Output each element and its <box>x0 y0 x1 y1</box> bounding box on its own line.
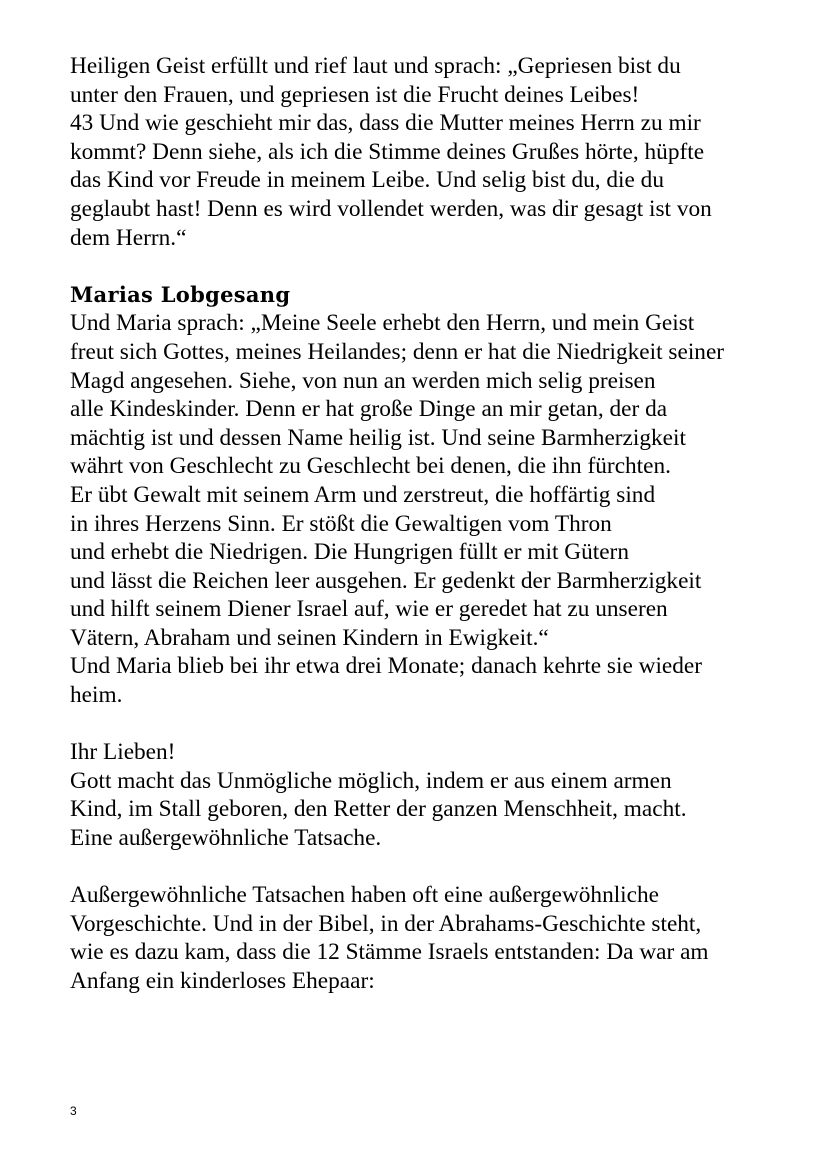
paragraph-prehistory <box>70 881 790 995</box>
text-line: heim. <box>70 682 123 709</box>
text-line: dem Herrn.“ <box>70 224 187 251</box>
paragraph-spacer <box>70 252 790 281</box>
text-line: Magd angesehen. Siehe, von nun an werden mich selig preisen <box>70 367 656 394</box>
text-line: Vorgeschichte. Und in der Bibel, in der Abrahams-Geschichte steht, <box>70 910 702 937</box>
paragraph-greeting <box>70 738 790 852</box>
text-line: Ihr Lieben! <box>70 739 176 766</box>
text-line: Und Maria blieb bei ihr etwa drei Monate; danach kehrte sie wieder <box>70 653 703 680</box>
text-line: unter den Frauen, und gepriesen ist die Frucht deines Leibes! <box>70 81 640 108</box>
text-line: Vätern, Abraham und seinen Kindern in Ewigkeit.“ <box>70 624 549 651</box>
page-number: 3 <box>70 1104 77 1118</box>
text-line: Gott macht das Unmögliche möglich, indem er aus einem armen <box>70 767 672 794</box>
text-line: mächtig ist und dessen Name heilig ist. Und seine Barmherzigkeit <box>70 424 686 451</box>
text-line: freut sich Gottes, meines Heilandes; denn er hat die Niedrigkeit seiner <box>70 338 725 365</box>
text-line: Er übt Gewalt mit seinem Arm und zerstreut, die hoffärtig sind <box>70 481 656 508</box>
document-page <box>70 52 790 996</box>
text-line: und lässt die Reichen leer ausgehen. Er gedenkt der Barmherzigkeit <box>70 567 702 594</box>
text-line: das Kind vor Freude in meinem Leibe. Und selig bist du, die du <box>70 167 664 194</box>
text-line: 43 Und wie geschieht mir das, dass die Mutter meines Herrn zu mir <box>70 110 701 137</box>
paragraph-magnificat <box>70 309 790 709</box>
text-line: wie es dazu kam, dass die 12 Stämme Israels entstanden: Da war am <box>70 939 709 966</box>
text-line: Eine außergewöhnliche Tatsache. <box>70 825 382 852</box>
text-line: geglaubt hast! Denn es wird vollendet werden, was dir gesagt ist von <box>70 195 712 222</box>
text-line: Kind, im Stall geboren, den Retter der ganzen Menschheit, macht. <box>70 796 687 823</box>
text-line: und hilft seinem Diener Israel auf, wie er geredet hat zu unseren <box>70 596 668 623</box>
text-line: alle Kindeskinder. Denn er hat große Dinge an mir getan, der da <box>70 396 668 423</box>
paragraph-spacer <box>70 853 790 882</box>
text-line: währt von Geschlecht zu Geschlecht bei denen, die ihn fürchten. <box>70 453 671 480</box>
text-line: kommt? Denn siehe, als ich die Stimme deines Grußes hörte, hüpfte <box>70 138 705 165</box>
paragraph-elisabeth-greeting <box>70 52 790 252</box>
text-line: Anfang ein kinderloses Ehepaar: <box>70 968 375 994</box>
text-line: Und Maria sprach: „Meine Seele erhebt den Herrn, und mein Geist <box>70 310 695 337</box>
text-line: Außergewöhnliche Tatsachen haben oft eine außergewöhnliche <box>70 882 659 909</box>
section-heading: Marias Lobgesang <box>70 281 291 307</box>
text-line: in ihres Herzens Sinn. Er stößt die Gewaltigen vom Thron <box>70 510 612 537</box>
paragraph-spacer <box>70 710 790 739</box>
text-line: und erhebt die Niedrigen. Die Hungrigen füllt er mit Gütern <box>70 539 629 566</box>
text-line: Heiligen Geist erfüllt und rief laut und sprach: „Gepriesen bist du <box>70 53 681 79</box>
